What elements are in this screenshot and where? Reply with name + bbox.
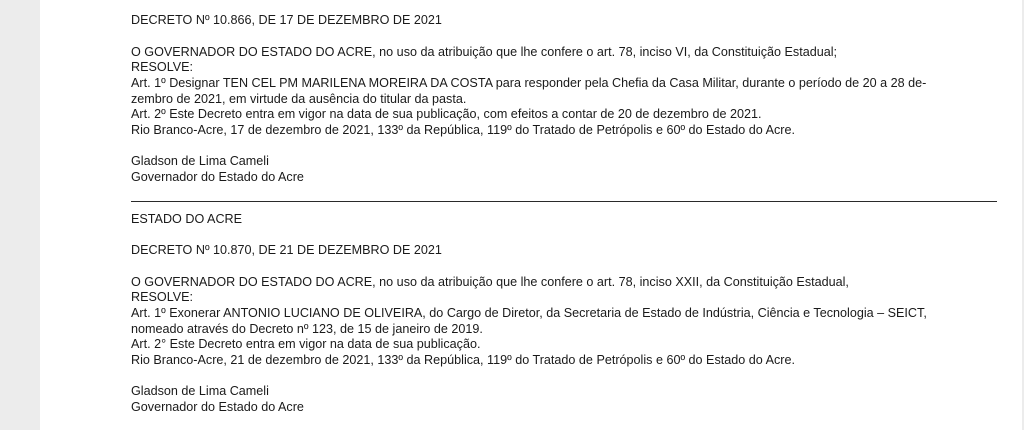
decree-article-1-continued: zembro de 2021, em virtude da ausência do titular da pasta. [131, 92, 467, 106]
decree-resolve: RESOLVE: [131, 60, 194, 74]
state-label: ESTADO DO ACRE [131, 212, 243, 226]
decree-preamble: O GOVERNADOR DO ESTADO DO ACRE, no uso da atribuição que lhe confere o art. 78, inciso VI, da Constituição Estadual; [131, 45, 838, 59]
decree-article-1-continued: nomeado através do Decreto nº 123, de 15 de janeiro de 2019. [131, 322, 483, 336]
signer-name: Gladson de Lima Cameli [131, 384, 269, 398]
decree-place-date: Rio Branco-Acre, 21 de dezembro de 2021, 133º da República, 119º do Tratado de Petrópolis e 60º do Estado do Acre. [131, 353, 795, 367]
decree-heading: DECRETO Nº 10.870, DE 21 DE DEZEMBRO DE 2021 [131, 243, 442, 257]
signer-title: Governador do Estado do Acre [131, 400, 304, 414]
signer-title: Governador do Estado do Acre [131, 170, 304, 184]
decree-place-date: Rio Branco-Acre, 17 de dezembro de 2021, 133º da República, 119º do Tratado de Petrópolis e 60º do Estado do Acre. [131, 123, 795, 137]
decree-article-2: Art. 2º Este Decreto entra em vigor na data de sua publicação, com efeitos a contar de 20 de dezembro de 2021. [131, 107, 762, 121]
decree-article-2: Art. 2° Este Decreto entra em vigor na data de sua publicação. [131, 337, 481, 351]
decree-article-1: Art. 1º Exonerar ANTONIO LUCIANO DE OLIVEIRA, do Cargo de Diretor, da Secretaria de Estado de Indústria, Ciência e Tecnologia – SEICT, [131, 306, 927, 320]
decree-preamble: O GOVERNADOR DO ESTADO DO ACRE, no uso da atribuição que lhe confere o art. 78, inciso XXII, da Constituição Estadual, [131, 275, 849, 289]
decree-article-1: Art. 1º Designar TEN CEL PM MARILENA MOREIRA DA COSTA para responder pela Chefia da Casa Militar, durante o período de 20 a 28 de- [131, 76, 927, 90]
decree-heading: DECRETO Nº 10.866, DE 17 DE DEZEMBRO DE 2021 [131, 13, 442, 27]
section-divider [131, 201, 997, 202]
document-page [40, 0, 1022, 430]
decree-resolve: RESOLVE: [131, 290, 194, 304]
signer-name: Gladson de Lima Cameli [131, 154, 269, 168]
